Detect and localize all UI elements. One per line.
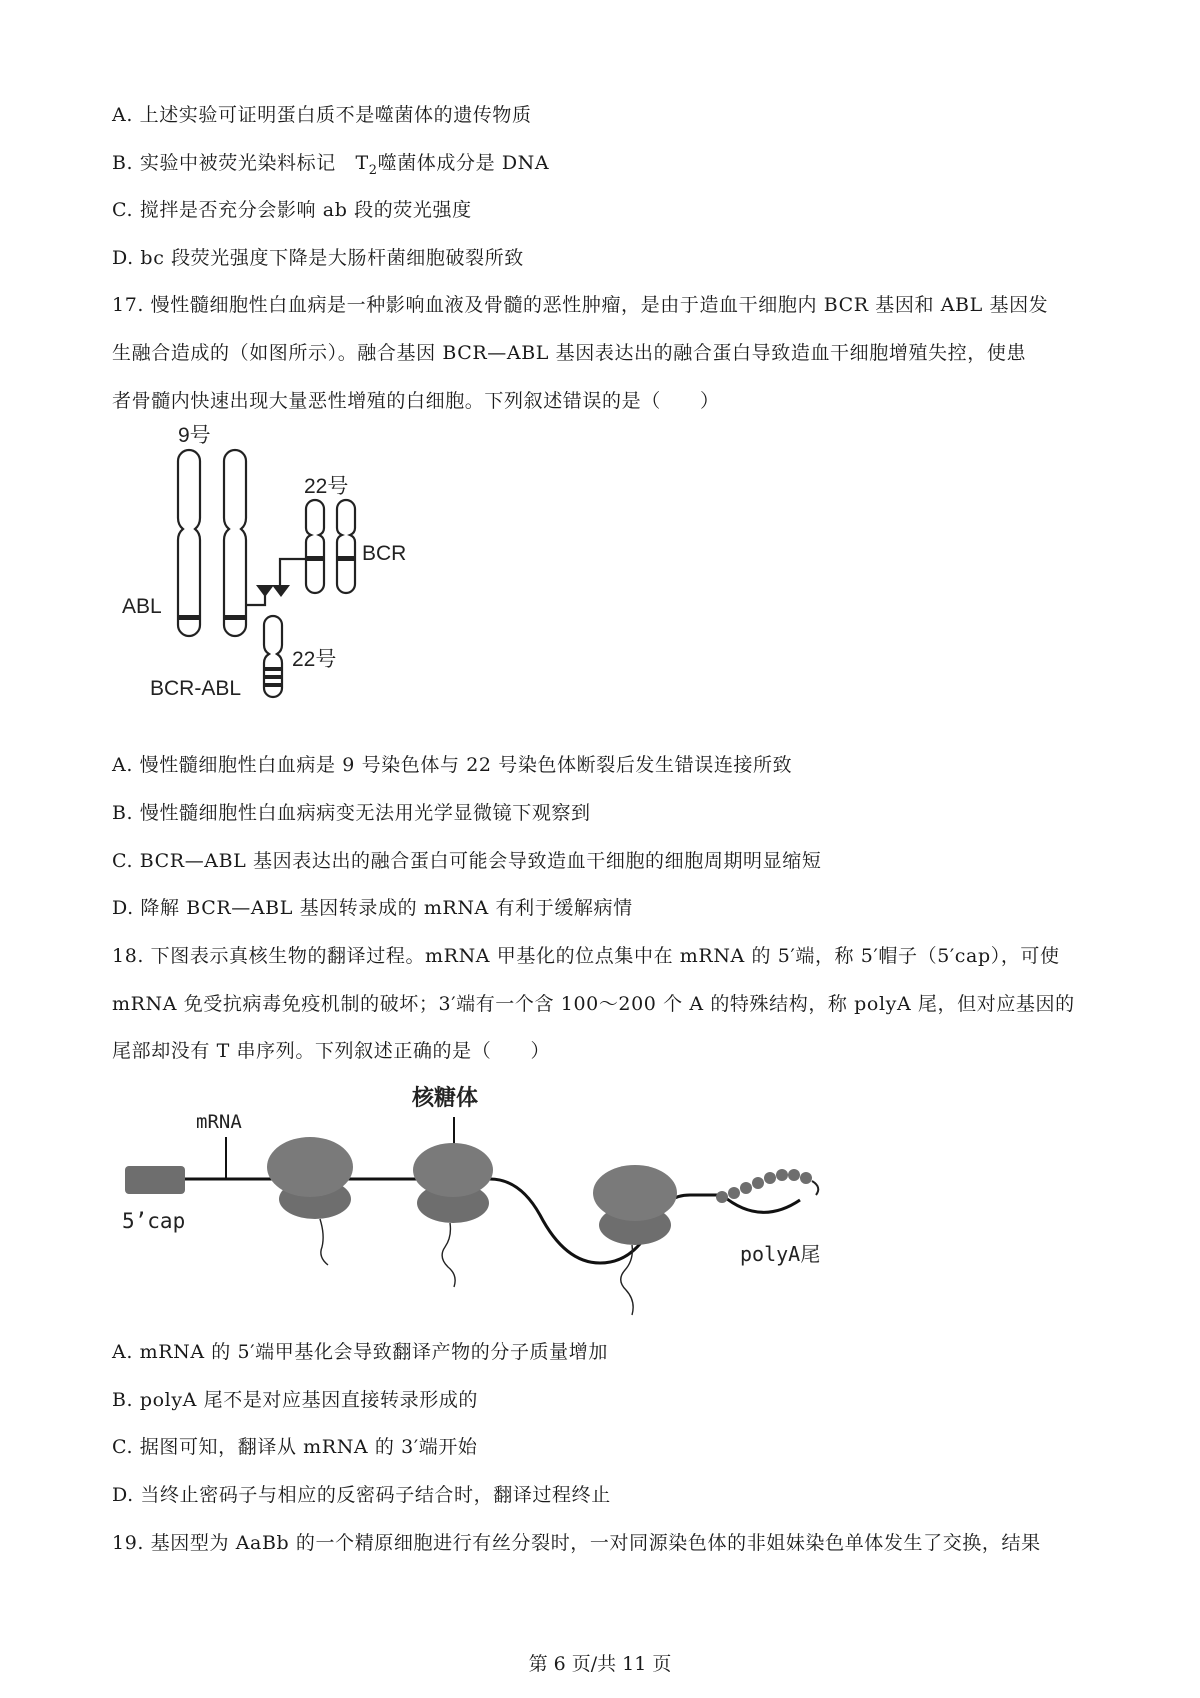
polya-bead [752,1177,764,1189]
q18-option-c: C. 据图可知，翻译从 mRNA 的 3′端开始 [112,1436,478,1458]
q18-stem-line-3: 尾部却没有 T 串序列。下列叙述正确的是（ ） [112,1040,551,1062]
q16-option-b-text-part1: B. 实验中被荧光染料标记 T [112,152,369,174]
q18-option-a: A. mRNA 的 5′端甲基化会导致翻译产物的分子质量增加 [112,1341,608,1363]
polya-bead [764,1172,776,1184]
label-abl: ABL [122,595,162,618]
peptide-chain-2 [442,1223,455,1287]
chromosome-22-left [306,500,324,593]
q16-option-d: D. bc 段荧光强度下降是大肠杆菌细胞破裂所致 [112,247,524,269]
label-bcr-abl: BCR-ABL [150,677,242,700]
ribosome-2-large-subunit [413,1143,493,1197]
ribosome-1-large-subunit [267,1137,353,1197]
q16-option-c: C. 搅拌是否充分会影响 ab 段的荧光强度 [112,199,472,221]
chromosome-9-right [224,450,246,636]
polya-bead [740,1182,752,1194]
bcr-band-left [307,556,323,561]
label-chromosome-22-top: 22号 [304,475,349,498]
chromosome-22-right [337,500,355,593]
page-footer: 第 6 页/共 11 页 [528,1653,672,1675]
cap-5prime [125,1166,185,1194]
translation-figure [110,1075,850,1335]
q16-option-b-subscript: 2 [368,162,378,178]
q17-stem-line-3: 者骨髓内快速出现大量恶性增殖的白细胞。下列叙述错误的是（ ） [112,390,720,412]
q17-option-b: B. 慢性髓细胞性白血病病变无法用光学显微镜下观察到 [112,802,591,824]
polya-bead [776,1169,788,1181]
polya-bead [800,1172,812,1184]
fusion-band-3 [265,683,281,687]
label-ribosome: 核糖体 [412,1085,479,1110]
q17-stem-line-2: 生融合造成的（如图所示）。融合基因 BCR—ABL 基因表达出的融合蛋白导致造血干细胞增殖失控，使患 [112,342,1027,364]
bcr-band-right [338,556,354,561]
q17-stem-line-1: 17. 慢性髓细胞性白血病是一种影响血液及骨髓的恶性肿瘤，是由于造血干细胞内 BCR 基因和 ABL 基因发 [112,294,1049,316]
label-mrna: mRNA [196,1111,242,1133]
label-5cap: 5’cap [122,1209,186,1233]
q17-option-a: A. 慢性髓细胞性白血病是 9 号染色体与 22 号染色体断裂后发生错误连接所致 [112,754,793,776]
chromosome-9-left [178,450,200,636]
label-chromosome-9: 9号 [178,424,211,447]
polya-tail-end [812,1181,818,1195]
q17-option-c: C. BCR—ABL 基因表达出的融合蛋白可能会导致造血干细胞的细胞周期明显缩短 [112,850,822,872]
arrow-from-chromosome-22 [280,559,306,585]
q16-option-b-text-part2: 噬菌体成分是 DNA [377,152,550,174]
fusion-band-2 [265,675,281,679]
arrowhead-right [272,585,290,597]
abl-band-left [179,615,199,620]
chromosome-fusion-figure [100,425,440,725]
label-bcr: BCR [362,542,407,565]
arrowhead-left [256,585,274,597]
q18-option-b: B. polyA 尾不是对应基因直接转录形成的 [112,1389,479,1411]
label-chromosome-22-bottom: 22号 [292,648,337,671]
polya-beads [716,1169,812,1203]
polya-bead [728,1187,740,1199]
polya-bead [788,1169,800,1181]
q18-option-d: D. 当终止密码子与相应的反密码子结合时，翻译过程终止 [112,1484,611,1506]
peptide-chain-1 [320,1219,328,1265]
q16-option-b [112,150,549,184]
abl-band-right [225,615,245,620]
label-polya-tail: polyA尾 [740,1242,821,1266]
polya-bead [716,1191,728,1203]
fusion-band-1 [265,667,281,671]
q17-option-d: D. 降解 BCR—ABL 基因转录成的 mRNA 有利于缓解病情 [112,897,633,919]
q19-stem-line-1: 19. 基因型为 AaBb 的一个精原细胞进行有丝分裂时，一对同源染色体的非姐妹染色单体发生了交换，结果 [112,1532,1041,1554]
q16-option-a: A. 上述实验可证明蛋白质不是噬菌体的遗传物质 [112,104,532,126]
ribosome-3-large-subunit [593,1165,677,1221]
q18-stem-line-2: mRNA 免受抗病毒免疫机制的破坏；3′端有一个含 100～200 个 A 的特殊结构，称 polyA 尾，但对应基因的 [112,993,1075,1015]
q18-stem-line-1: 18. 下图表示真核生物的翻译过程。mRNA 甲基化的位点集中在 mRNA 的 5′端，称 5′帽子（5′cap），可使 [112,945,1060,967]
